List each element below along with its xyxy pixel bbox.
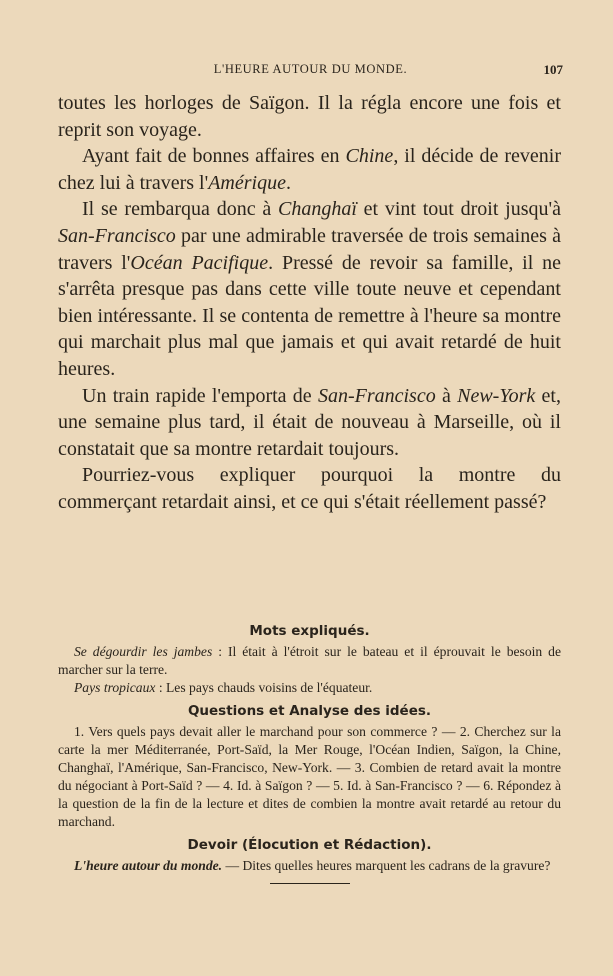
paragraph-5 (58, 462, 561, 515)
definition-text: : Il était à l'étroit sur le bateau et il éprouvait le besoin de marcher sur la terre. (58, 644, 561, 677)
paragraph-3-text: et vint tout droit jusqu'à (356, 198, 561, 221)
paragraph-4-text: à (435, 384, 458, 407)
questions-title: Questions et Analyse des idées. (187, 703, 432, 719)
paragraph-5-text: Pourriez-vous expliquer pourquoi la montre du commerçant retardait ainsi, et ce qui s'était réellement passé? (58, 464, 561, 513)
paragraph-1 (58, 90, 561, 143)
definition-2 (58, 679, 561, 697)
definition-1 (58, 643, 561, 679)
running-title: L'HEURE AUTOUR DU MONDE. (213, 62, 408, 76)
paragraph-4-text: Un train rapide l'emporta de (82, 384, 318, 407)
place-name: Amérique (208, 171, 286, 194)
devoir-instruction: — Dites quelles heures marquent les cadrans de la gravure? (222, 858, 551, 873)
devoir-text (58, 857, 561, 875)
paragraph-3-text: . Pressé de revoir sa famille, il ne s'arrêta presque pas dans cette ville toute neuve et cependant bien intéressante. Il se contenta de remettre à l'heure sa montre qui marchait plus mal que jamais et qui avait retardé de huit heures. (58, 251, 562, 380)
exercises-section (58, 622, 561, 884)
paragraph-1-text: toutes les horloges de Saïgon. Il la régla encore une fois et reprit son voyage. (58, 92, 561, 141)
paragraph-3-text: Il se rembarqua donc à (82, 198, 278, 221)
devoir-title: Devoir (Élocution et Rédaction). (187, 837, 432, 853)
paragraph-2-text: , il décide de revenir chez lui à travers l' (58, 145, 562, 194)
paragraph-4 (58, 383, 561, 463)
place-name: Changhaï (277, 198, 357, 221)
place-name: New-York (457, 384, 536, 407)
paragraph-4-text: et, une semaine plus tard, il était de nouveau à Marseille, où il constatait que sa montre retardait toujours. (58, 384, 561, 460)
page-number: 107 (543, 62, 563, 77)
defined-term: Pays tropicaux (74, 680, 156, 695)
definition-text: : Les pays chauds voisins de l'équateur. (155, 680, 373, 695)
page-header (58, 62, 563, 82)
mots-title: Mots expliqués. (249, 623, 370, 639)
paragraph-2-text: . (285, 171, 291, 194)
defined-term: Se dégourdir les jambes (74, 644, 213, 659)
paragraph-2 (58, 143, 561, 196)
paragraph-2-text: Ayant fait de bonnes affaires en (82, 145, 346, 168)
place-name: Océan Pacifique (130, 251, 269, 274)
place-name: Chine (345, 145, 394, 168)
questions-text: 1. Vers quels pays devait aller le marchand pour son commerce ? — 2. Cherchez sur la carte la mer Méditerranée, Port-Saïd, la Mer Rouge, l'Océan Indien, Saïgon, la Chine, Changhaï, l'Amérique, San-Francisco, New-York. — 3. Combien de retard avait la montre du négociant à Port-Saïd ? — 4. Id. à Saïgon ? — 5. Id. à San-Francisco ? — 6. Répondez à la question de la fin de la lecture et dites de combien la montre avait retardé au retour du marchand. (58, 724, 561, 829)
paragraph-3-text: par une admirable traversée de trois semaines à travers l' (58, 224, 561, 274)
paragraph-3 (58, 196, 561, 382)
place-name: San-Francisco (58, 224, 176, 247)
place-name: San-Francisco (317, 384, 436, 407)
end-rule (270, 883, 350, 884)
reading-text (58, 90, 561, 516)
devoir-subject: L'heure autour du monde. (74, 858, 223, 873)
